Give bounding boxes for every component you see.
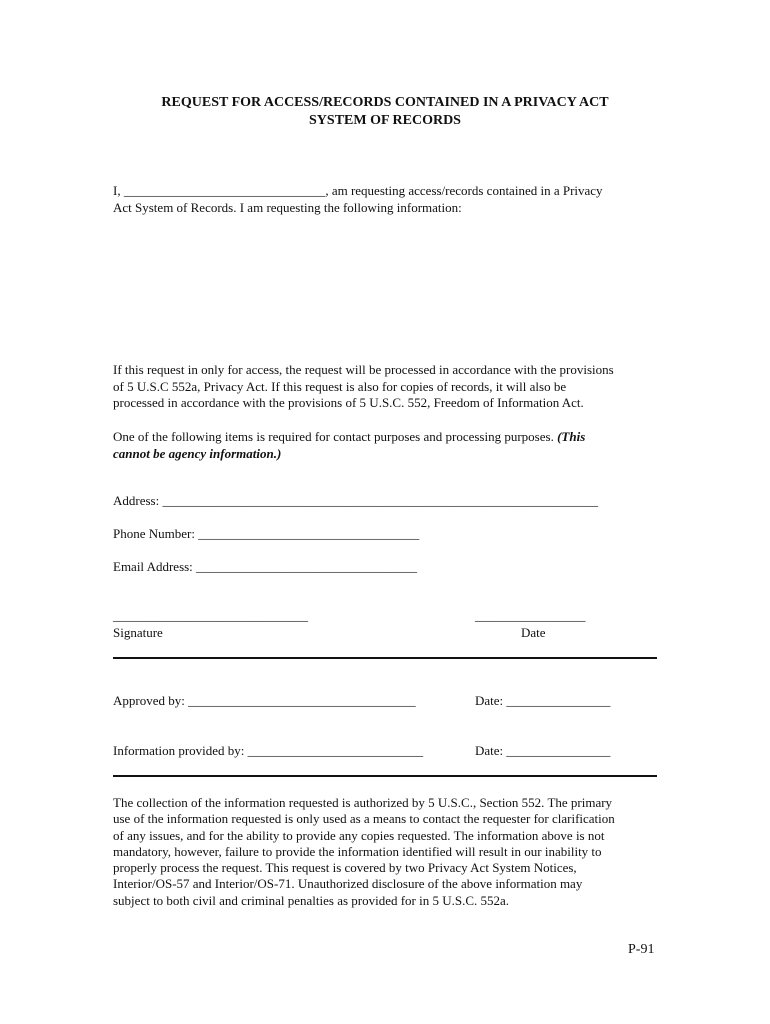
intro-line-1: I, _______________________________, am requesting access/records contained in a Privacy — [113, 183, 603, 198]
contact-note-emphasis-2: cannot be agency information.) — [113, 445, 282, 461]
signature-label: Signature — [113, 625, 163, 640]
authority-line-3: of any issues, and for the ability to provide any copies requested. The information above is not — [113, 827, 605, 843]
section-divider-bottom — [113, 775, 657, 777]
contact-note-emphasis-1: (This — [557, 429, 586, 444]
processing-paragraph — [113, 362, 673, 412]
intro-line-2: Act System of Records. I am requesting the following information: — [113, 199, 462, 215]
signature-date-line[interactable]: _________________ — [475, 608, 586, 623]
phone-number-field[interactable]: Phone Number: __________________________________ — [113, 526, 420, 541]
address-field[interactable]: Address: ___________________________________________________________________ — [113, 493, 598, 508]
authority-line-5: properly process the request. This request is covered by two Privacy Act System Notices, — [113, 860, 577, 876]
contact-note-text: One of the following items is required for contact purposes and processing purposes. — [113, 429, 558, 444]
approved-date-field[interactable]: Date: ________________ — [475, 693, 611, 708]
authority-line-2: use of the information requested is only used as a means to contact the requester for clarification — [113, 811, 615, 827]
contact-note-line-1 — [113, 429, 673, 446]
section-divider-top — [113, 657, 657, 659]
information-provided-by-field[interactable]: Information provided by: ___________________________ — [113, 743, 424, 758]
authority-line-7: subject to both civil and criminal penalties as provided for in 5 U.S.C. 552a. — [113, 892, 510, 908]
processing-line-3: processed in accordance with the provisions of 5 U.S.C. 552, Freedom of Information Act. — [113, 395, 584, 410]
authority-line-4: mandatory, however, failure to provide the information identified will result in our inability to — [113, 843, 602, 859]
form-number: P-91 — [628, 942, 655, 957]
signature-date-label: Date — [521, 625, 546, 640]
intro-paragraph — [113, 183, 673, 216]
form-title-line-1: REQUEST FOR ACCESS/RECORDS CONTAINED IN A PRIVACY ACT — [161, 95, 609, 110]
processing-line-1: If this request in only for access, the request will be processed in accordance with the provisions — [113, 362, 614, 377]
authority-line-6: Interior/OS-57 and Interior/OS-71. Unauthorized disclosure of the above information may — [113, 876, 583, 892]
approved-by-field[interactable]: Approved by: ___________________________________ — [113, 693, 416, 708]
authority-paragraph — [113, 795, 673, 909]
form-title-line-2: SYSTEM OF RECORDS — [309, 113, 461, 128]
signature-line[interactable]: ______________________________ — [113, 608, 308, 623]
email-address-field[interactable]: Email Address: __________________________________ — [113, 559, 418, 574]
authority-line-1: The collection of the information requested is authorized by 5 U.S.C., Section 552. The primary — [113, 795, 613, 810]
information-date-field[interactable]: Date: ________________ — [475, 743, 611, 758]
processing-line-2: of 5 U.S.C 552a, Privacy Act. If this request is also for copies of records, it will also be — [113, 378, 567, 394]
contact-note — [113, 429, 673, 462]
